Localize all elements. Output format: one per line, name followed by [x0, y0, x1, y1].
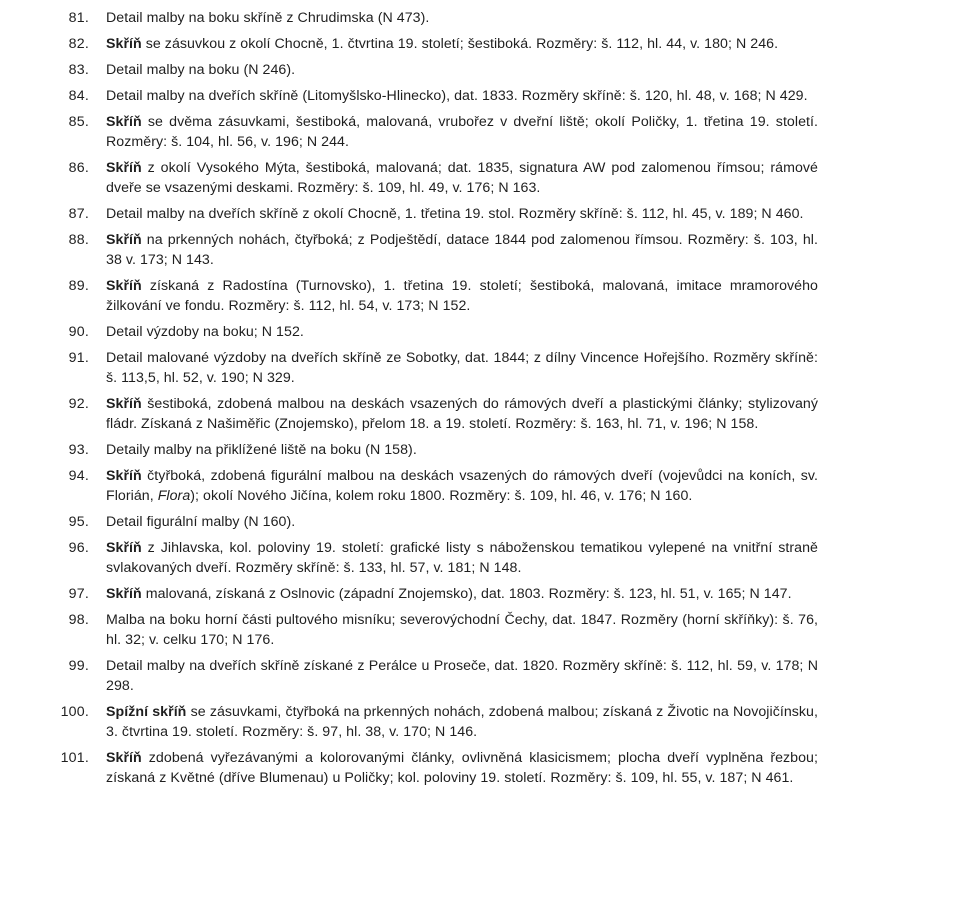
caption-entry: [0, 86, 960, 106]
caption-keyword: Skříň: [106, 160, 142, 176]
caption-number: 84.: [68, 88, 89, 104]
caption-text: [106, 276, 818, 316]
caption-entry: [0, 466, 960, 506]
caption-text: [106, 440, 818, 460]
caption-entry: [0, 158, 960, 198]
caption-number: 82.: [68, 36, 89, 52]
caption-body: z Jihlavska, kol. poloviny 19. století: grafické listy s náboženskou tematikou vylepené na vnitřní straně svlakovaných dveří. Rozměry skříně: š. 133, hl. 57, v. 181; N 148.: [106, 540, 818, 576]
caption-body: Detail malby na dveřích skříně (Litomyšlsko-Hlinecko), dat. 1833. Rozměry skříně: š. 120, hl. 48, v. 168; N 429.: [106, 88, 808, 104]
caption-number: 96.: [68, 540, 89, 556]
caption-keyword: Skříň: [106, 468, 142, 484]
caption-keyword: Skříň: [106, 36, 142, 52]
caption-entry: [0, 322, 960, 342]
caption-body: šestiboká, zdobená malbou na deskách vsazených do rámových dveří a plastickými články; stylizovaný fládr. Získaná z Našiměřic (Znojemsko), přelom 18. a 19. století. Rozměry: š. 163, hl. 71, v. 196; N 158.: [106, 396, 818, 432]
caption-number: 92.: [68, 396, 89, 412]
caption-body: malovaná, získaná z Oslnovic (západní Znojemsko), dat. 1803. Rozměry: š. 123, hl. 51, v. 165; N 147.: [141, 586, 792, 602]
caption-text: [106, 60, 818, 80]
caption-number: 91.: [68, 350, 89, 366]
caption-number: 94.: [68, 468, 89, 484]
caption-entry: [0, 8, 960, 28]
caption-text: [106, 34, 818, 54]
caption-text: [106, 204, 818, 224]
caption-entry: [0, 748, 960, 788]
caption-entry: [0, 512, 960, 532]
caption-number: 83.: [68, 62, 89, 78]
caption-list: [0, 8, 960, 794]
caption-entry: [0, 584, 960, 604]
caption-text: [106, 512, 818, 532]
caption-text: [106, 348, 818, 388]
caption-body: Detail malby na boku skříně z Chrudimska (N 473).: [106, 10, 430, 26]
caption-text: [106, 158, 818, 198]
caption-body: Detail malované výzdoby na dveřích skříně ze Sobotky, dat. 1844; z dílny Vincence Hořejšího. Rozměry skříně: š. 113,5, hl. 52, v. 190; N 329.: [106, 350, 818, 386]
caption-number: 100.: [60, 704, 89, 720]
caption-text: [106, 230, 818, 270]
caption-text: [106, 702, 818, 742]
caption-number: 81.: [68, 10, 89, 26]
caption-number: 88.: [68, 232, 89, 248]
caption-text: [106, 86, 818, 106]
caption-text: [106, 748, 818, 788]
caption-body: se zásuvkami, čtyřboká na prkenných nohách, zdobená malbou; získaná z Životic na Novojičínsku, 3. čtvrtina 19. století. Rozměry: š. 97, hl. 38, v. 170; N 146.: [106, 704, 818, 740]
caption-body: zdobená vyřezávanými a kolorovanými články, ovlivněná klasicismem; plocha dveří vyplněna řezbou; získaná z Květné (dříve Blumenau) u Poličky; kol. poloviny 19. století. Rozměry: š. 109, hl. 55, v. 187; N 461.: [106, 750, 818, 786]
caption-number: 93.: [68, 442, 89, 458]
caption-text: [106, 322, 818, 342]
caption-entry: [0, 112, 960, 152]
caption-body: na prkenných nohách, čtyřboká; z Podještědí, datace 1844 pod zalomenou římsou. Rozměry: š. 103, hl. 38 v. 173; N 143.: [106, 232, 818, 268]
caption-text: [106, 8, 818, 28]
caption-keyword: Skříň: [106, 540, 142, 556]
caption-entry: [0, 394, 960, 434]
caption-text: [106, 538, 818, 578]
caption-body: Detaily malby na přiklížené liště na boku (N 158).: [106, 442, 417, 458]
caption-entry: [0, 348, 960, 388]
caption-number: 97.: [68, 586, 89, 602]
caption-body: Detail výzdoby na boku; N 152.: [106, 324, 304, 340]
caption-body: Detail figurální malby (N 160).: [106, 514, 296, 530]
caption-entry: [0, 656, 960, 696]
caption-text: [106, 656, 818, 696]
caption-entry: [0, 440, 960, 460]
caption-body-after: ); okolí Nového Jičína, kolem roku 1800. Rozměry: š. 109, hl. 46, v. 176; N 160.: [190, 488, 693, 504]
caption-body: z okolí Vysokého Mýta, šestiboká, malovaná; dat. 1835, signatura AW pod zalomenou římsou; rámové dveře se vsazenými deskami. Rozměry: š. 109, hl. 49, v. 176; N 163.: [106, 160, 818, 196]
caption-number: 87.: [68, 206, 89, 222]
caption-body: Malba na boku horní části pultového misníku; severovýchodní Čechy, dat. 1847. Rozměry (horní skříňky): š. 76, hl. 32; v. celku 170; N 176.: [106, 612, 818, 648]
caption-keyword: Skříň: [106, 232, 142, 248]
caption-entry: [0, 702, 960, 742]
caption-keyword: Skříň: [106, 114, 142, 130]
caption-number: 86.: [68, 160, 89, 176]
caption-body: se dvěma zásuvkami, šestiboká, malovaná, vrubořez v dveřní liště; okolí Poličky, 1. třetina 19. století. Rozměry: š. 104, hl. 56, v. 196; N 244.: [106, 114, 818, 150]
caption-number: 98.: [68, 612, 89, 628]
caption-number: 90.: [68, 324, 89, 340]
caption-entry: [0, 230, 960, 270]
caption-entry: [0, 34, 960, 54]
caption-entry: [0, 204, 960, 224]
caption-body: čtyřboká, zdobená figurální malbou na deskách vsazených do rámových dveří (vojevůdci na koních, sv. Florián,: [106, 468, 818, 504]
caption-italic: Flora: [157, 488, 191, 504]
caption-number: 85.: [68, 114, 89, 130]
caption-keyword: Skříň: [106, 278, 142, 294]
caption-keyword: Skříň: [106, 586, 142, 602]
caption-entry: [0, 60, 960, 80]
caption-keyword: Skříň: [106, 396, 142, 412]
caption-body: Detail malby na dveřích skříně získané z Perálce u Proseče, dat. 1820. Rozměry skříně: š. 112, hl. 59, v. 178; N 298.: [106, 658, 818, 694]
caption-text: [106, 610, 818, 650]
caption-number: 99.: [68, 658, 89, 674]
caption-number: 95.: [68, 514, 89, 530]
caption-text: [106, 584, 818, 604]
caption-entry: [0, 538, 960, 578]
caption-body: Detail malby na dveřích skříně z okolí Chocně, 1. třetina 19. stol. Rozměry skříně: š. 112, hl. 45, v. 189; N 460.: [106, 206, 804, 222]
caption-text: [106, 112, 818, 152]
caption-body: se zásuvkou z okolí Chocně, 1. čtvrtina 19. století; šestiboká. Rozměry: š. 112, hl. 44, v. 180; N 246.: [141, 36, 779, 52]
caption-entry: [0, 276, 960, 316]
caption-text: [106, 394, 818, 434]
caption-number: 89.: [68, 278, 89, 294]
caption-entry: [0, 610, 960, 650]
caption-keyword: Skříň: [106, 750, 142, 766]
caption-body: získaná z Radostína (Turnovsko), 1. třetina 19. století; šestiboká, malovaná, imitace mramorového žilkování ve fondu. Rozměry: š. 112, hl. 54, v. 173; N 152.: [106, 278, 818, 314]
caption-number: 101.: [60, 750, 89, 766]
caption-body: Detail malby na boku (N 246).: [106, 62, 296, 78]
caption-text: [106, 466, 818, 506]
caption-keyword: Spížní skříň: [106, 704, 187, 720]
